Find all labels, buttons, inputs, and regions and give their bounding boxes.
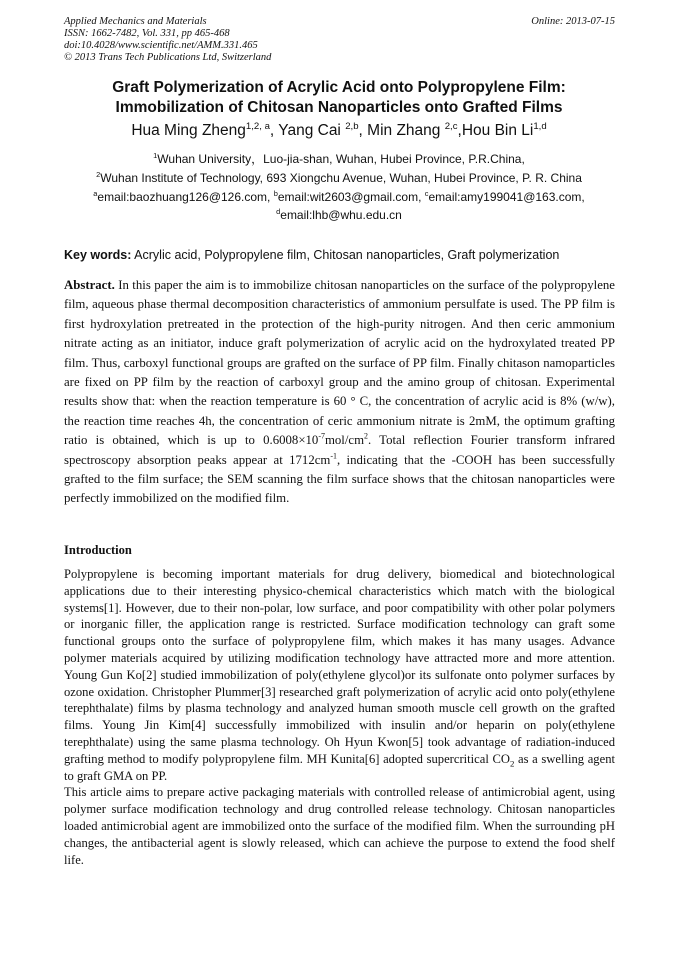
author-name: Hua Ming Zheng bbox=[131, 122, 246, 139]
affiliation-sup: 1 bbox=[153, 151, 158, 160]
author-sup: 2,c bbox=[444, 120, 458, 132]
author-name: Hou Bin Li bbox=[461, 122, 534, 139]
abstract-text: . Total reflection Fourier transform infrared spectroscopy absorption peaks appear at 1712cm bbox=[64, 433, 615, 467]
email-text: email:lhb@whu.edu.cn bbox=[280, 208, 402, 222]
keywords-label: Key words: bbox=[64, 248, 132, 262]
author-name: Min Zhang bbox=[367, 122, 445, 139]
abstract bbox=[64, 276, 615, 509]
abstract-sup: 2 bbox=[364, 431, 369, 441]
journal-name: Applied Mechanics and Materials bbox=[64, 16, 207, 27]
paragraph-sub: 2 bbox=[509, 758, 515, 769]
author-sup: 1,2, a bbox=[245, 120, 270, 132]
email-line-1 bbox=[40, 189, 638, 205]
title-line-2: Immobilization of Chitosan Nanoparticles onto Grafted Films bbox=[115, 99, 563, 116]
author-sep: , bbox=[358, 122, 368, 139]
abstract-sup: -7 bbox=[318, 431, 325, 441]
affiliation-text: Wuhan Institute of Technology, 693 Xiongchu Avenue, Wuhan, Hubei Province, P. R. China bbox=[100, 171, 582, 185]
paragraph-text: as a swelling agent to graft GMA on PP. bbox=[64, 751, 615, 783]
affiliation-2 bbox=[40, 170, 638, 186]
online-date: Online: 2013-07-15 bbox=[531, 16, 615, 27]
abstract-text: In this paper the aim is to immobilize chitosan nanoparticles on the surface of the polypropylene film, aqueous phase thermal decomposition characteristics of ammonium persulfate is used. The PP film is first hydroxylation pretreated in the protection of the high-purity nitrogen. And then ceric ammonium nitrate acting as an initiator, induce graft polymerization of acrylic acid on the hydroxylated treated PP film. Thus, carboxyl functional groups are grafted on the surface of PP film. Finally chitason namoparticles are fixed on PP film by the reaction of carboxyl group and the amino group of chitosan. Experimental results show that: when the reaction temperature is 60 ° C, the concentration of acrylic acid is 8% (w/w), the reaction time reaches 4h, the concentration of ceric ammonium nitrate is 2mM, the optimum grafting ratio is obtained, which is up to 0.6008×10 bbox=[64, 278, 615, 448]
author-sep: , bbox=[457, 122, 462, 139]
affiliation-sup: 2 bbox=[96, 170, 101, 179]
paragraph bbox=[64, 566, 615, 784]
email-sup: d bbox=[276, 207, 281, 216]
affiliation-1 bbox=[40, 151, 638, 167]
author-list bbox=[40, 121, 638, 141]
copyright-line: © 2013 Trans Tech Publications Ltd, Switzerland bbox=[64, 52, 272, 63]
author-sup: 2,b bbox=[345, 120, 359, 132]
author-sup: 1,d bbox=[533, 120, 547, 132]
title-line-1: Graft Polymerization of Acrylic Acid onto Polypropylene Film: bbox=[112, 79, 566, 96]
affiliation-text: Wuhan University，Luo-jia-shan, Wuhan, Hubei Province, P.R.China, bbox=[157, 152, 525, 166]
email-sup: b bbox=[273, 189, 278, 198]
abstract-text: mol/cm bbox=[324, 433, 365, 448]
email-text: email:wit2603@gmail.com, bbox=[277, 190, 425, 204]
introduction-heading: Introduction bbox=[64, 543, 132, 557]
paper-title bbox=[40, 78, 638, 118]
abstract-sup: -1 bbox=[330, 451, 337, 461]
abstract-text: , indicating that the -COOH has been successfully grafted to the film surface; the SEM scanning the film surface shows that the chitosan nanoparticles were perfectly immobilized on the modified film. bbox=[64, 452, 615, 506]
paragraph: This article aims to prepare active packaging materials with controlled release of antimicrobial agent, using polymer surface modification technology and drug controlled release technology. Chitosan nanoparticles loaded antimicrobial agent are immobilized onto the surface of the modified film. When the surrounding pH changes, the antibacterial agent is slowly released, which can achieve the purpose to extend the food shelf life. bbox=[64, 785, 615, 867]
keywords-text: Acrylic acid, Polypropylene film, Chitosan nanoparticles, Graft polymerization bbox=[131, 248, 560, 262]
author-name: Yang Cai bbox=[278, 122, 346, 139]
keywords bbox=[64, 247, 624, 263]
email-sup: a bbox=[93, 189, 98, 198]
email-sup: c bbox=[424, 189, 429, 198]
author-sep: , bbox=[269, 122, 279, 139]
journal-header bbox=[64, 16, 271, 64]
paragraph-text: Polypropylene is becoming important materials for drug delivery, biomedical and biotechnological applications due to their interesting physico-chemical characteristics which match with the biological systems[1]. However, due to their non-polar, low surface, and poor compatibility with other polar polymers or inorganic filler, the application range is restricted. Surface modification technology can graft some functional groups onto the surface of polypropylene film, which makes it has many usages. Advance polymer materials acquired by utilizing modification technology have attracted more and more attention. Young Gun Ko[2] studied immobilization of poly(ethylene glycol)or its sulfonate onto polymer surfaces by ozone oxidation. Christopher Plummer[3] researched graft polymerization of acrylic acid onto poly(ethylene terephthalate) films by plasma technology and analyzed human smooth muscle cell growth on the grafted films. Young Jin Kim[4] successfully immobilized with insulin and/or heparin on poly(ethylene terephthalate) using the same plasma technology. Oh Hyun Kwon[5] took advantage of radiation-induced grafting method to modify polypropylene film. MH Kunita[6] adopted supercritical CO bbox=[64, 567, 615, 766]
email-text: email:baozhuang126@126.com, bbox=[97, 190, 274, 204]
email-line-2 bbox=[40, 207, 638, 223]
doi-line: doi:10.4028/www.scientific.net/AMM.331.465 bbox=[64, 40, 258, 51]
abstract-label: Abstract. bbox=[64, 278, 115, 292]
introduction-body bbox=[64, 566, 615, 868]
email-text: email:amy199041@163.com, bbox=[428, 190, 585, 204]
issn-line: ISSN: 1662-7482, Vol. 331, pp 465-468 bbox=[64, 28, 230, 39]
